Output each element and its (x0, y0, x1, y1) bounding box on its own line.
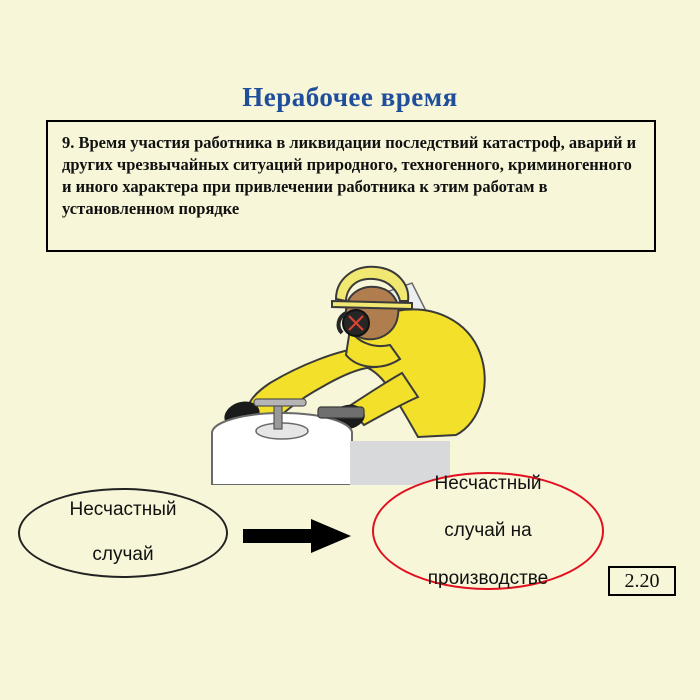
valve-stem (274, 405, 282, 429)
ellipse-accident-line2: случай (92, 544, 154, 566)
arrow-right (243, 518, 353, 554)
ellipse-workplace-accident-line1: Несчастный (434, 472, 542, 494)
arrow-shape (243, 519, 351, 553)
worker-illustration (150, 255, 550, 485)
ellipse-workplace-accident-line2: случай на (444, 520, 532, 542)
ellipse-workplace-accident-label (428, 472, 549, 591)
valve-handle (254, 399, 306, 406)
slide-title: Нерабочее время (242, 82, 458, 112)
ellipse-workplace-accident (372, 472, 604, 590)
arrow-right-svg (243, 518, 353, 554)
ellipse-accident-label (69, 499, 176, 567)
worker-illustration-svg (150, 255, 550, 485)
ellipse-workplace-accident-line3: производстве (427, 567, 549, 589)
ellipse-accident-line1: Несчастный (69, 498, 177, 520)
hard-hat-brim (332, 301, 412, 309)
definition-text: 9. Время участия работника в ликвидации последствий катастроф, аварий и других чрезвычайных ситуаций природного, техногенного, криминогенного и иного характера при привлечении работника к этим работам в установленном порядке (62, 133, 637, 218)
definition-textbox (46, 120, 656, 252)
hand-tool (318, 407, 364, 418)
barrel-body (212, 433, 352, 485)
ellipse-accident (18, 488, 228, 578)
page-number-badge: 2.20 (608, 566, 676, 596)
